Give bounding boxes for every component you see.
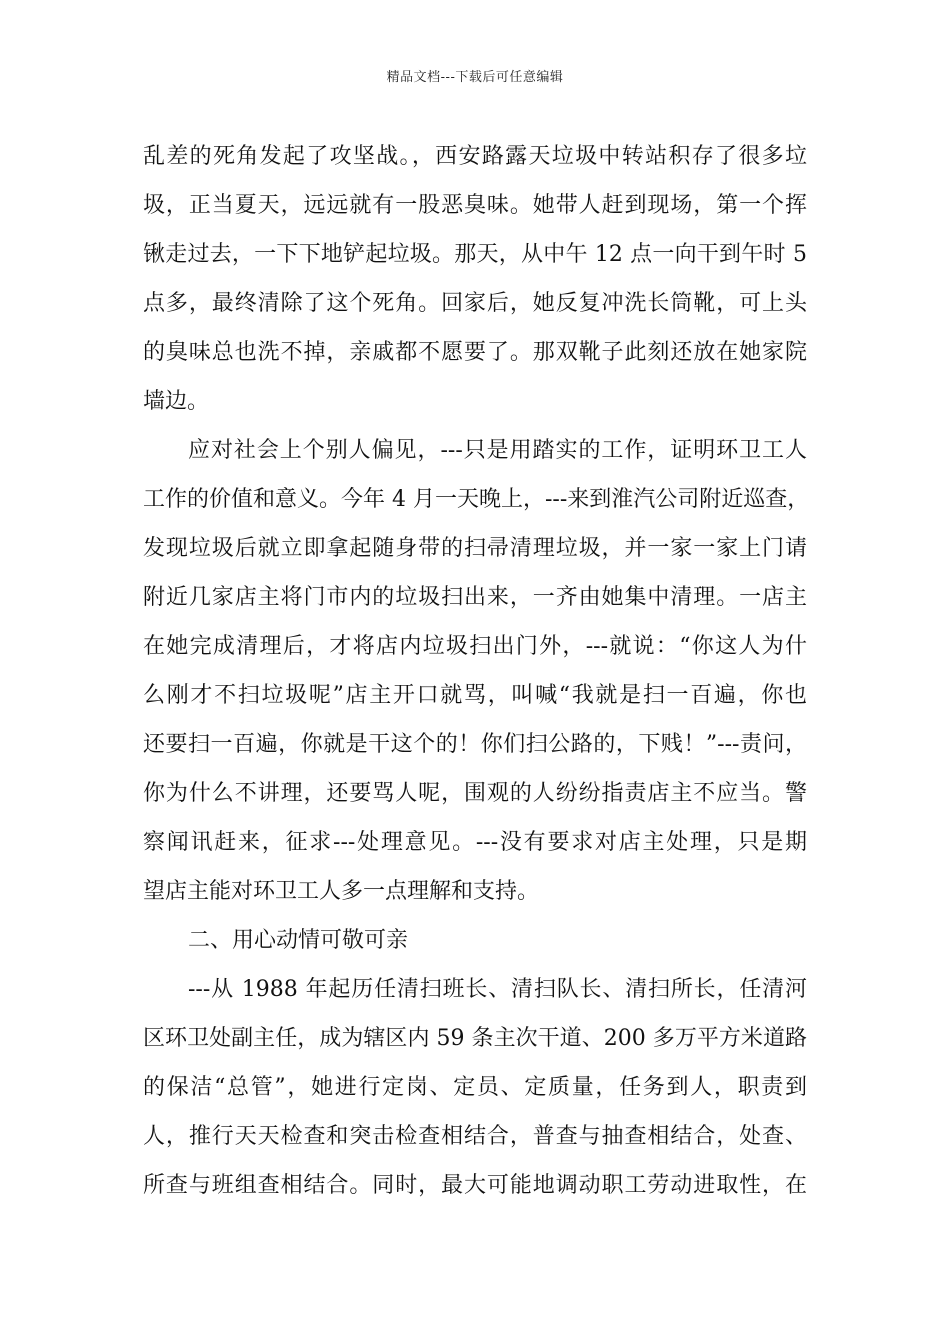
text-line: 么刚才不扫垃圾呢”店主开口就骂，叫喊“我就是扫一百遍，你也 <box>143 683 807 708</box>
text-line: 锹走过去，一下下地铲起垃圾。那天，从中午 12 点一向干到午时 5 <box>143 242 807 267</box>
text-line: 的臭味总也洗不掉，亲戚都不愿要了。那双靴子此刻还放在她家院 <box>143 340 807 365</box>
text-line: 你为什么不讲理，还要骂人呢，围观的人纷纷指责店主不应当。警 <box>143 781 807 806</box>
text-line: 还要扫一百遍，你就是干这个的！你们扫公路的，下贱！”---责问， <box>143 732 807 757</box>
text-line: 察闻讯赶来，征求---处理意见。---没有要求对店主处理，只是期 <box>143 830 807 855</box>
text-line: 的保洁“总管”，她进行定岗、定员、定质量，任务到人，职责到 <box>143 1075 807 1100</box>
paragraph-first-line: ---从 1988 年起历任清扫班长、清扫队长、清扫所长，任清河 <box>188 977 807 1002</box>
text-line: 望店主能对环卫工人多一点理解和支持。 <box>143 879 540 904</box>
text-line: 发现垃圾后就立即拿起随身带的扫帚清理垃圾，并一家一家上门请 <box>143 536 807 561</box>
text-line: 乱差的死角发起了攻坚战。，西安路露天垃圾中转站积存了很多垃 <box>143 144 807 169</box>
text-line: 工作的价值和意义。今年 4 月一天晚上，---来到淮汽公司附近巡查， <box>143 487 810 512</box>
text-line: 附近几家店主将门市内的垃圾扫出来，一齐由她集中清理。一店主 <box>143 585 807 610</box>
text-line: 点多，最终清除了这个死角。回家后，她反复冲洗长筒靴，可上头 <box>143 291 807 316</box>
text-line: 区环卫处副主任，成为辖区内 59 条主次干道、200 多万平方米道路 <box>143 1026 807 1051</box>
paragraph-first-line: 应对社会上个别人偏见，---只是用踏实的工作，证明环卫工人 <box>188 438 807 463</box>
text-line: 所查与班组查相结合。同时，最大可能地调动职工劳动进取性，在 <box>143 1173 807 1198</box>
text-line: 圾，正当夏天，远远就有一股恶臭味。她带人赶到现场，第一个挥 <box>143 193 807 218</box>
page-header: 精品文档---下载后可任意编辑 <box>386 70 564 85</box>
text-line: 墙边。 <box>143 389 210 414</box>
text-line: 在她完成清理后，才将店内垃圾扫出门外，---就说：“你这人为什 <box>143 634 807 659</box>
text-line: 人，推行天天检查和突击检查相结合，普查与抽查相结合，处查、 <box>143 1124 807 1149</box>
section-heading: 二、用心动情可敬可亲 <box>188 928 409 953</box>
